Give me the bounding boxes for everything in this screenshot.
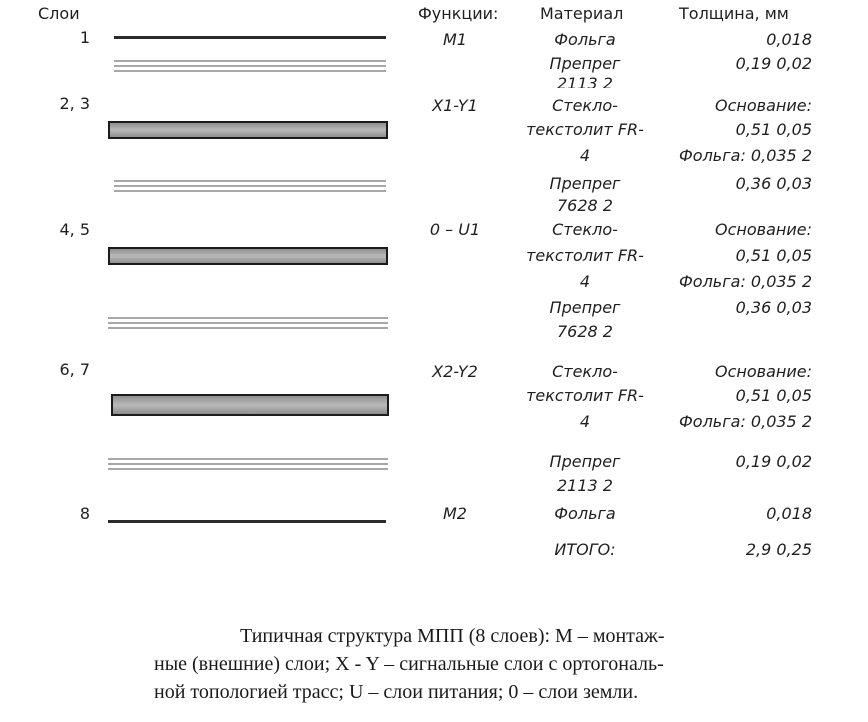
thickness-core-2-label: Основание: <box>715 220 812 239</box>
material-prepreg-3-name: Препрег <box>549 298 621 317</box>
thickness-prepreg-1: 0,19 0,02 <box>735 54 812 73</box>
material-prepreg-2-grade: 7628 2 <box>557 196 613 215</box>
header-material: Материал <box>540 4 624 23</box>
thickness-core-1-base: 0,51 0,05 <box>735 120 812 139</box>
material-prepreg-4-name: Препрег <box>549 452 621 471</box>
material-prepreg-1-name: Препрег <box>549 54 621 73</box>
thickness-foil-bottom: 0,018 <box>766 504 812 523</box>
prepreg-layer-3 <box>108 317 388 333</box>
thickness-core-2-base: 0,51 0,05 <box>735 246 812 265</box>
layer-number-8: 8 <box>79 504 90 523</box>
core-layer-6-7 <box>111 394 389 416</box>
header-functions: Функции: <box>418 4 499 23</box>
layer-number-2-3: 2, 3 <box>59 94 90 113</box>
function-m2: M2 <box>443 504 467 523</box>
prepreg-layer-4 <box>108 458 388 474</box>
layer-number-6-7: 6, 7 <box>59 360 90 379</box>
thickness-prepreg-4: 0,19 0,02 <box>735 452 812 471</box>
prepreg-layer-2 <box>114 180 386 196</box>
core-layer-2-3 <box>108 121 388 139</box>
material-core-1-line3: 4 <box>579 146 591 165</box>
foil-layer-1 <box>114 36 386 39</box>
thickness-prepreg-3: 0,36 0,03 <box>735 298 812 317</box>
material-core-3-line1: Стекло- <box>552 362 618 381</box>
material-core-3-line2: текстолит FR- <box>526 386 644 405</box>
material-core-2-line1: Стекло- <box>552 220 618 239</box>
header-layers: Слои <box>38 4 80 23</box>
function-x2-y2: X2-Y2 <box>432 362 478 381</box>
core-layer-4-5 <box>108 247 388 265</box>
function-x1-y1: X1-Y1 <box>432 96 478 115</box>
material-foil-bottom: Фольга <box>554 504 616 523</box>
thickness-prepreg-2: 0,36 0,03 <box>735 174 812 193</box>
material-foil-top: Фольга <box>554 30 616 49</box>
layer-number-4-5: 4, 5 <box>59 220 90 239</box>
caption-line-2: ные (внешние) слои; X - Y – сигнальные слои с ортогональ- <box>154 653 664 675</box>
thickness-core-2-foil: Фольга: 0,035 2 <box>679 272 812 291</box>
layer-number-1: 1 <box>79 28 90 47</box>
material-core-2-line3: 4 <box>579 272 591 291</box>
material-prepreg-2-name: Препрег <box>549 174 621 193</box>
thickness-core-3-base: 0,51 0,05 <box>735 386 812 405</box>
total-label: ИТОГО: <box>554 540 616 559</box>
function-0-u1: 0 – U1 <box>429 220 481 239</box>
caption-line-3: ной топологией трасс; U – слои питания; 0 – слои земли. <box>154 681 639 703</box>
header-thickness: Толщина, мм <box>679 4 789 23</box>
prepreg-layer-1 <box>114 60 386 76</box>
thickness-core-1-foil: Фольга: 0,035 2 <box>679 146 812 165</box>
material-core-3-line3: 4 <box>579 412 591 431</box>
total-value: 2,9 0,25 <box>745 540 812 559</box>
material-prepreg-4-grade: 2113 2 <box>557 476 613 495</box>
thickness-core-1-label: Основание: <box>715 96 812 115</box>
material-prepreg-1-grade: 2113 2 <box>557 74 613 88</box>
foil-layer-8 <box>108 520 386 523</box>
thickness-core-3-foil: Фольга: 0,035 2 <box>679 412 812 431</box>
material-prepreg-3-grade: 7628 2 <box>557 322 613 341</box>
material-core-2-line2: текстолит FR- <box>526 246 644 265</box>
material-core-1-line2: текстолит FR- <box>526 120 644 139</box>
function-m1: M1 <box>443 30 467 49</box>
material-core-1-line1: Стекло- <box>552 96 618 115</box>
thickness-foil-top: 0,018 <box>766 30 812 49</box>
caption-line-1: Типичная структура МПП (8 слоев): М – монтаж- <box>240 625 665 647</box>
thickness-core-3-label: Основание: <box>715 362 812 381</box>
